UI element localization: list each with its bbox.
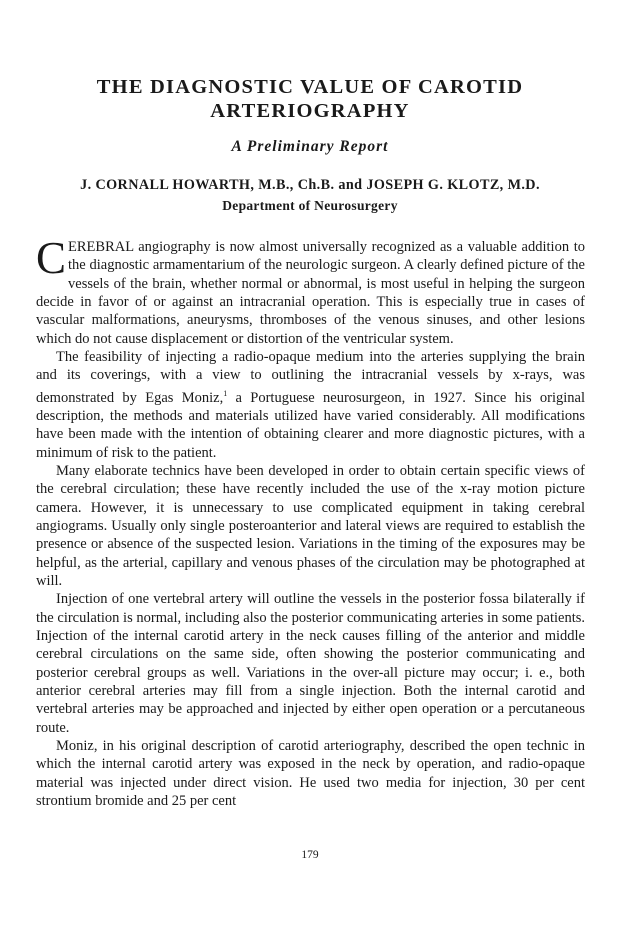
paragraph-1-text: EREBRAL angiography is now almost universally recognized as a valuable addition to the diagnostic armamentarium of the neurologic surgeon. A clearly defined picture of the vessels of the brain, whether normal or abnormal, is most useful in helping the surgeon decide in favor of or against an intracranial operation. This is especially true in cases of vascular malformations, aneurysms, thromboses of the venous sinuses, and other lesions which do not cause displacement or distortion of the ventricular system. <box>36 239 585 347</box>
paragraph-3: Many elaborate technics have been developed in order to obtain certain specific views of the cerebral circulation; these have recently included the use of the x-ray motion picture camera. However, it is unnecessary to use complicated equipment in taking cerebral angiograms. Usually only single posteroanterior and lateral views are required to establish the presence or absence of the suspected lesion. Variations in the timing of the exposures may be helpful, as the arterial, capillary and venous phases of the circulation may be photographed at will. <box>36 462 585 590</box>
paragraph-1 <box>36 233 585 348</box>
paragraph-2-text-a: The feasibility of injecting a radio-opaque medium into the arteries supplying the brain and its coverings, with a view to outlining the intracranial vessels by x-rays, was demonstrated by Egas Moniz, <box>36 349 585 406</box>
department: Department of Neurosurgery <box>222 198 398 213</box>
author-line: J. CORNALL HOWARTH, M.B., Ch.B. and JOSEPH G. KLOTZ, M.D. <box>80 177 540 193</box>
title-line-1: THE DIAGNOSTIC VALUE OF CAROTID <box>96 76 524 98</box>
article-subtitle: A Preliminary Report <box>231 138 389 155</box>
title-line-2: ARTERIOGRAPHY <box>210 100 410 122</box>
article-body <box>36 233 585 810</box>
paragraph-4: Injection of one vertebral artery will outline the vessels in the posterior fossa bilaterally if the circulation is normal, including also the posterior communicating arteries in some patients. Injection of the internal carotid artery in the neck causes filling of the anterior and middle cerebral circulations on the same side, often showing the posterior communicating and posterior cerebral groups as well. Variations in the over-all picture may occur; i. e., both anterior cerebral arteries may fill from a single injection. Both the internal carotid and vertebral arteries may be approached and injected by either open operation or a percutaneous route. <box>36 591 585 736</box>
paragraph-5: Moniz, in his original description of carotid arteriography, described the open technic in which the internal carotid artery was exposed in the neck by operation, and radio-opaque material was injected under direct vision. He used two media for injection, 30 per cent strontium bromide and 25 per cent <box>36 738 585 810</box>
paragraph-2-text-b: a Portuguese neurosurgeon, in 1927. Since his original description, the methods and materials utilized have varied considerably. All modifications have been made with the intention of obtaining clearer and more diagnostic pictures, with a minimum of risk to the patient. <box>36 389 585 461</box>
footnote-reference: 1 <box>223 388 228 398</box>
drop-cap: C <box>36 233 67 283</box>
article-title <box>60 75 560 123</box>
page-number: 179 <box>301 849 319 861</box>
paragraph-2 <box>36 348 585 462</box>
